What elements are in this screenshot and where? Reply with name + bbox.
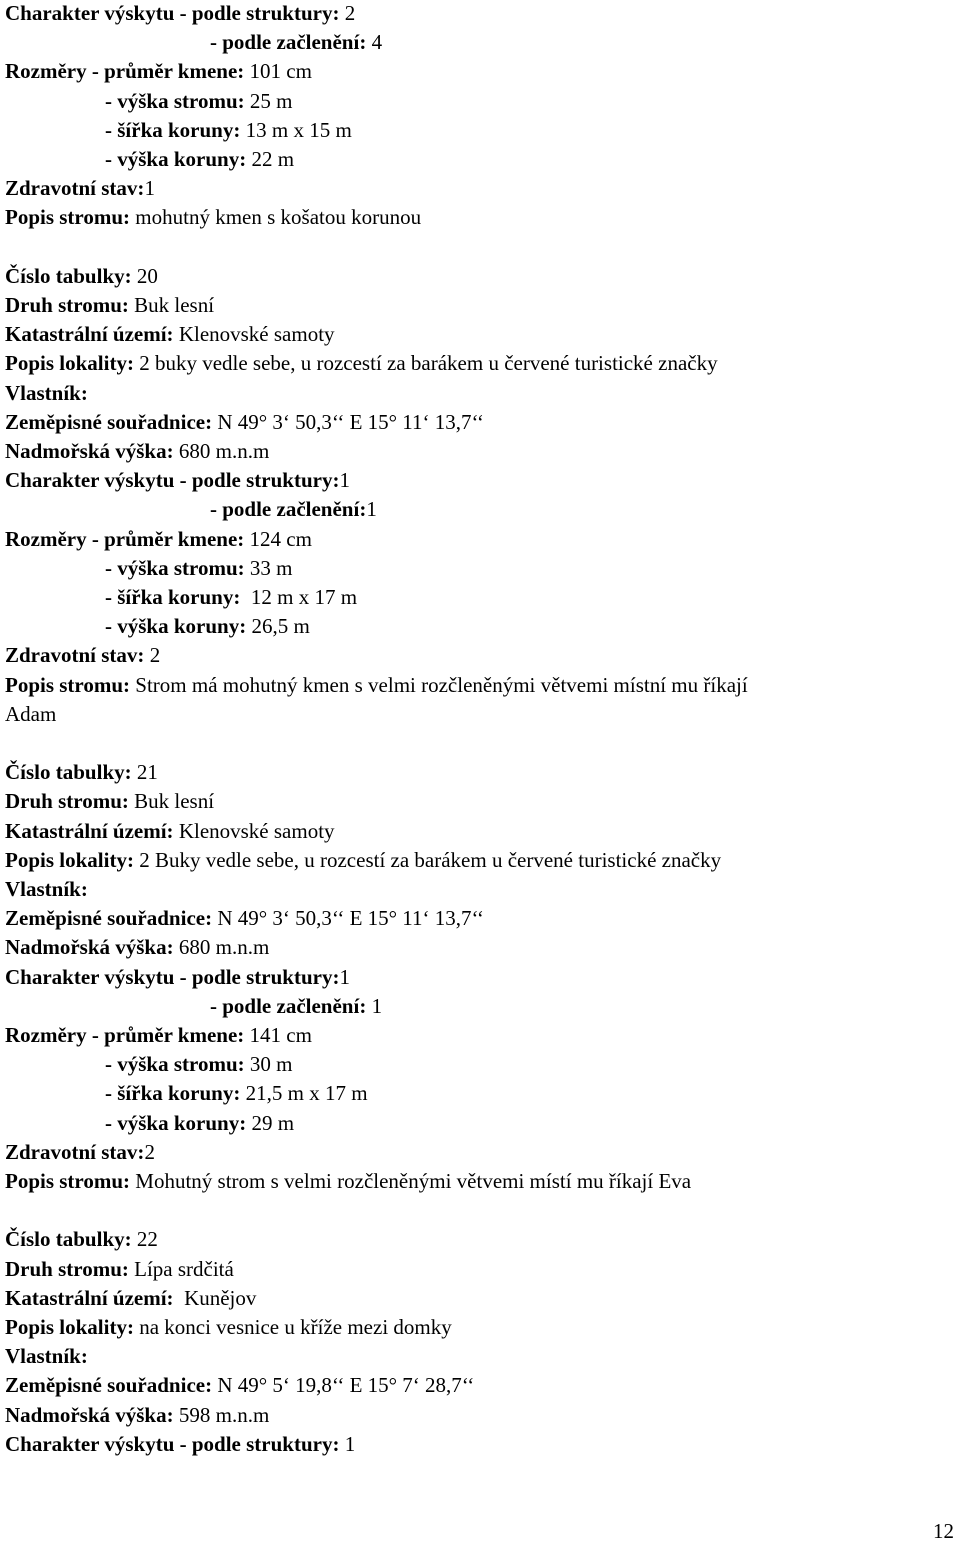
field-label: Charakter výskytu - podle struktury: bbox=[5, 1431, 340, 1456]
field-value: 21,5 m x 17 m bbox=[240, 1081, 368, 1106]
field-value: 680 m.n.m bbox=[173, 935, 270, 960]
field-value: Klenovské samoty bbox=[173, 818, 335, 843]
record-line bbox=[105, 117, 352, 143]
field-label: Katastrální území: bbox=[5, 322, 174, 347]
record-line bbox=[5, 1285, 256, 1311]
record-line bbox=[5, 0, 355, 26]
field-label: Popis stromu: bbox=[5, 672, 131, 697]
field-value: 13 m x 15 m bbox=[240, 117, 352, 142]
field-value: 124 cm bbox=[244, 526, 312, 551]
field-value: na konci vesnice u kříže mezi domky bbox=[133, 1315, 452, 1339]
field-label: Popis stromu: bbox=[5, 1169, 131, 1193]
field-label: - výška koruny: bbox=[105, 1110, 247, 1135]
field-value: 20 bbox=[131, 263, 158, 288]
field-label: - výška koruny: bbox=[105, 614, 247, 639]
field-value: Adam bbox=[5, 701, 57, 726]
field-label: Druh stromu: bbox=[5, 1256, 129, 1281]
field-value: Buk lesní bbox=[128, 293, 215, 317]
field-label: - šířka koruny: bbox=[105, 1081, 241, 1106]
field-value: 1 bbox=[339, 1431, 356, 1456]
field-value: Mohutný strom s velmi rozčleněnými větvemi místí mu říkají Eva bbox=[130, 1169, 692, 1193]
record-line bbox=[5, 701, 56, 727]
page-number: 12 bbox=[933, 1519, 954, 1543]
record-line bbox=[5, 58, 312, 84]
record-line bbox=[5, 1402, 269, 1428]
record-line bbox=[5, 642, 160, 668]
field-label: Katastrální území: bbox=[5, 818, 174, 843]
record-line bbox=[5, 905, 484, 931]
record-line bbox=[5, 467, 350, 493]
field-value: 33 m bbox=[244, 555, 293, 580]
record-line bbox=[5, 409, 484, 435]
field-value: 1 bbox=[339, 964, 350, 989]
field-value: 2 bbox=[144, 1139, 155, 1164]
field-label: Charakter výskytu - podle struktury: bbox=[5, 1, 340, 25]
field-value: 680 m.n.m bbox=[173, 439, 270, 463]
field-value: 141 cm bbox=[244, 1023, 312, 1047]
record-line bbox=[5, 350, 718, 376]
record-line bbox=[5, 672, 748, 698]
record-line bbox=[5, 1139, 155, 1165]
field-label: Zeměpisné souřadnice: bbox=[5, 906, 213, 931]
record-line bbox=[5, 1226, 158, 1252]
field-label: Charakter výskytu - podle struktury: bbox=[5, 468, 340, 493]
field-label: - výška stromu: bbox=[105, 1052, 245, 1077]
field-label: Zdravotní stav: bbox=[5, 176, 145, 201]
field-label: - šířka koruny: bbox=[105, 585, 241, 609]
field-label: Vlastník: bbox=[5, 877, 88, 901]
field-value: Buk lesní bbox=[128, 789, 215, 814]
record-line bbox=[105, 613, 310, 639]
field-value: Kunějov bbox=[173, 1285, 257, 1310]
record-line bbox=[210, 496, 377, 522]
field-label: Druh stromu: bbox=[5, 293, 129, 317]
record-line bbox=[5, 876, 88, 902]
field-value: 29 m bbox=[246, 1110, 295, 1135]
field-label: Nadmořská výška: bbox=[5, 935, 174, 960]
record-line bbox=[5, 380, 88, 406]
field-value: mohutný kmen s košatou korunou bbox=[130, 205, 422, 230]
field-label: Zdravotní stav: bbox=[5, 643, 145, 668]
field-label: Rozměry - průměr kmene: bbox=[5, 1023, 245, 1047]
field-value: Lípa srdčitá bbox=[128, 1256, 234, 1281]
record-line bbox=[5, 1372, 474, 1398]
field-value: 21 bbox=[131, 760, 158, 785]
field-value: 22 bbox=[131, 1227, 158, 1252]
record-line bbox=[5, 818, 335, 844]
record-line bbox=[5, 1431, 355, 1457]
record-line bbox=[105, 555, 292, 581]
field-value: 2 bbox=[339, 1, 356, 25]
record-line bbox=[105, 1080, 368, 1106]
record-line bbox=[5, 1168, 691, 1194]
record-line bbox=[5, 175, 155, 201]
record-line bbox=[5, 438, 269, 464]
record-line bbox=[5, 964, 350, 990]
field-value: N 49° 5‘ 19,8‘‘ E 15° 7‘ 28,7‘‘ bbox=[212, 1373, 475, 1398]
field-label: Číslo tabulky: bbox=[5, 1227, 132, 1252]
record-line bbox=[5, 1256, 234, 1282]
field-value: 25 m bbox=[244, 88, 293, 113]
record-line bbox=[5, 1314, 452, 1340]
field-label: Popis lokality: bbox=[5, 351, 134, 376]
field-label: - podle začlenění: bbox=[210, 30, 367, 55]
record-line bbox=[105, 88, 292, 114]
field-value: 101 cm bbox=[244, 59, 312, 84]
field-value: 4 bbox=[366, 30, 383, 55]
field-value: 1 bbox=[366, 993, 383, 1018]
field-label: - výška stromu: bbox=[105, 555, 245, 580]
field-label: Číslo tabulky: bbox=[5, 263, 132, 288]
field-label: Zeměpisné souřadnice: bbox=[5, 409, 213, 434]
record-line bbox=[5, 1022, 312, 1048]
field-label: Katastrální území: bbox=[5, 1285, 174, 1310]
field-value: N 49° 3‘ 50,3‘‘ E 15° 11‘ 13,7‘‘ bbox=[212, 906, 484, 931]
record-line bbox=[105, 1110, 294, 1136]
field-label: - výška koruny: bbox=[105, 147, 247, 171]
field-label: Zeměpisné souřadnice: bbox=[5, 1373, 213, 1398]
field-label: Charakter výskytu - podle struktury: bbox=[5, 964, 340, 989]
field-value: 22 m bbox=[246, 147, 295, 171]
field-label: Nadmořská výška: bbox=[5, 1402, 174, 1427]
record-line bbox=[5, 1343, 88, 1369]
record-line bbox=[105, 146, 294, 172]
field-label: - výška stromu: bbox=[105, 88, 245, 113]
field-label: Rozměry - průměr kmene: bbox=[5, 59, 245, 84]
field-value: 2 Buky vedle sebe, u rozcestí za barákem u červené turistické značky bbox=[133, 847, 722, 872]
record-line bbox=[5, 934, 269, 960]
field-value: 26,5 m bbox=[246, 614, 310, 639]
record-line bbox=[5, 321, 335, 347]
field-label: Rozměry - průměr kmene: bbox=[5, 526, 245, 551]
field-label: Druh stromu: bbox=[5, 789, 129, 814]
field-label: - podle začlenění: bbox=[210, 497, 367, 522]
field-value: 12 m x 17 m bbox=[240, 585, 358, 609]
field-label: Zdravotní stav: bbox=[5, 1139, 145, 1164]
record-line bbox=[5, 263, 158, 289]
record-line bbox=[210, 993, 382, 1019]
record-line bbox=[105, 1051, 292, 1077]
field-value: 1 bbox=[339, 468, 350, 493]
field-value: 1 bbox=[144, 176, 155, 201]
field-label: Vlastník: bbox=[5, 380, 88, 405]
field-label: - podle začlenění: bbox=[210, 993, 367, 1018]
field-value: N 49° 3‘ 50,3‘‘ E 15° 11‘ 13,7‘‘ bbox=[212, 409, 484, 434]
field-value: 1 bbox=[366, 497, 377, 522]
field-label: Popis stromu: bbox=[5, 205, 131, 230]
record-line bbox=[5, 788, 214, 814]
record-line bbox=[105, 584, 357, 610]
record-line bbox=[210, 29, 382, 55]
record-line bbox=[5, 759, 158, 785]
field-value: 30 m bbox=[244, 1052, 293, 1077]
record-line bbox=[5, 526, 312, 552]
field-label: - šířka koruny: bbox=[105, 117, 241, 142]
field-label: Nadmořská výška: bbox=[5, 439, 174, 463]
field-value: 598 m.n.m bbox=[173, 1402, 270, 1427]
field-value: Klenovské samoty bbox=[173, 322, 335, 347]
field-value: Strom má mohutný kmen s velmi rozčleněnými větvemi místní mu říkají bbox=[130, 672, 748, 697]
record-line bbox=[5, 847, 721, 873]
field-label: Popis lokality: bbox=[5, 847, 134, 872]
field-value: 2 buky vedle sebe, u rozcestí za barákem u červené turistické značky bbox=[133, 351, 718, 376]
field-label: Popis lokality: bbox=[5, 1315, 134, 1339]
record-line bbox=[5, 292, 214, 318]
field-label: Číslo tabulky: bbox=[5, 760, 132, 785]
field-value: 2 bbox=[144, 643, 161, 668]
field-label: Vlastník: bbox=[5, 1344, 88, 1369]
record-line bbox=[5, 204, 421, 230]
